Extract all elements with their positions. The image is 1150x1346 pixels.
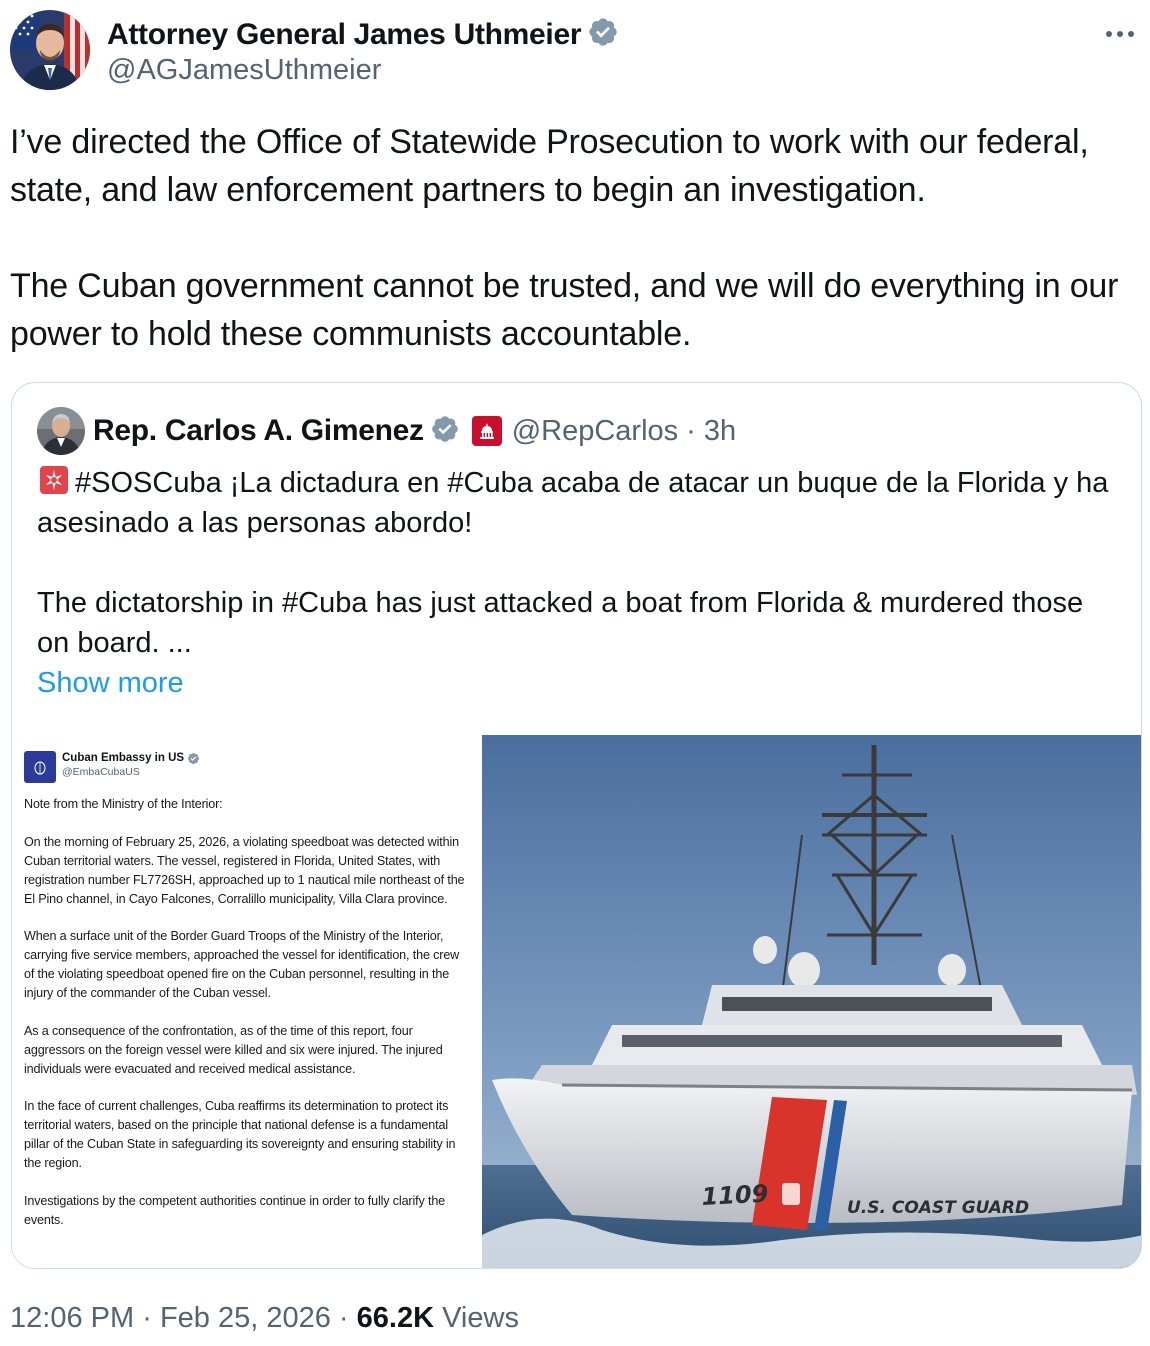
tweet-footer bbox=[10, 1302, 519, 1335]
quoted-tweet-text bbox=[37, 463, 1117, 703]
tweet-header bbox=[10, 10, 1140, 90]
tweet-time[interactable]: 12:06 PM bbox=[10, 1302, 135, 1334]
more-options-icon[interactable] bbox=[1100, 14, 1140, 54]
quoted-author-handle[interactable]: @RepCarlos bbox=[511, 414, 679, 447]
note-paragraph: As a consequence of the confrontation, as of the time of this report, four aggressors on the foreign vessel were killed and six were injured. The injured individuals were evacuated and received medical assistance. bbox=[24, 1023, 443, 1076]
note-paragraph: In the face of current challenges, Cuba reaffirms its determination to protect its territorial waters, based on the principle that national defense is a fundamental pillar of the Cuban State in safeguarding its sovereignty and ensuring stability in the region. bbox=[24, 1099, 456, 1171]
views-label: Views bbox=[442, 1302, 519, 1334]
author-name[interactable]: Attorney General James Uthmeier bbox=[107, 17, 582, 51]
tweet-paragraph: The Cuban government cannot be trusted, and we will do everything in our power to hold these communists accountable. bbox=[10, 267, 1119, 353]
quoted-tweet[interactable] bbox=[11, 382, 1142, 1269]
embassy-note-image[interactable] bbox=[12, 735, 480, 1268]
embassy-name: Cuban Embassy in US bbox=[62, 752, 185, 764]
footer-separator: · bbox=[338, 1302, 349, 1334]
hull-number: 1109 bbox=[700, 1179, 770, 1211]
tweet-paragraph: I’ve directed the Office of Statewide Prosecution to work with our federal, state, and law enforcement partners to begin an investigation. bbox=[10, 123, 1089, 209]
author-handle[interactable]: @AGJamesUthmeier bbox=[107, 54, 382, 86]
note-paragraph: Investigations by the competent authorities continue in order to fully clarify the events. bbox=[24, 1193, 446, 1227]
siren-icon bbox=[37, 463, 71, 497]
quoted-text-spanish bbox=[37, 463, 1117, 543]
quoted-text-es: #SOSCuba ¡La dictadura en #Cuba acaba de atacar un buque de la Florida y ha asesinado a las personas abordo! bbox=[37, 467, 1109, 539]
verified-badge-icon bbox=[187, 752, 200, 765]
show-more-link[interactable]: Show more bbox=[37, 667, 184, 699]
note-paragraph: On the morning of February 25, 2026, a violating speedboat was detected within Cuban territorial waters. The vessel, registered in Florida, United States, with registration number FL7726SH, approached up to 1 nautical mile northeast of the El Pino channel, in Cayo Falcones, Corralillo municipality, Villa Clara province. bbox=[24, 834, 465, 906]
quoted-tweet-header bbox=[37, 407, 736, 455]
embassy-handle: @EmbaCubaUS bbox=[62, 766, 140, 778]
congress-affiliation-icon bbox=[472, 416, 502, 446]
author-avatar[interactable] bbox=[10, 10, 90, 90]
embassy-logo-icon bbox=[24, 751, 56, 783]
views-count[interactable]: 66.2K bbox=[356, 1302, 435, 1334]
quoted-timestamp[interactable]: 3h bbox=[703, 414, 737, 447]
footer-separator: · bbox=[142, 1302, 152, 1334]
embassy-note-text bbox=[24, 795, 468, 1230]
tweet-text bbox=[10, 118, 1130, 358]
hull-text: U.S. COAST GUARD bbox=[847, 1198, 1030, 1218]
coast-guard-cutter-photo[interactable] bbox=[482, 735, 1142, 1268]
quoted-text-english: The dictatorship in #Cuba has just attacked a boat from Florida & murdered those on board. ... bbox=[37, 587, 1084, 659]
verified-badge-icon bbox=[587, 16, 619, 53]
verified-badge-icon bbox=[430, 414, 460, 449]
quoted-separator: · bbox=[686, 414, 696, 447]
note-paragraph: When a surface unit of the Border Guard Troops of the Ministry of the Interior, carrying five service members, approached the vessel for identification, the crew of the violating speedboat opened fire on the Cuban personnel, resulting in the injury of the commander of the Cuban vessel. bbox=[24, 929, 460, 1001]
note-paragraph: Note from the Ministry of the Interior: bbox=[24, 797, 223, 811]
quoted-author-avatar[interactable] bbox=[37, 407, 85, 455]
quoted-media[interactable] bbox=[12, 735, 1142, 1268]
quoted-author-name[interactable]: Rep. Carlos A. Gimenez bbox=[93, 414, 424, 447]
tweet-date[interactable]: Feb 25, 2026 bbox=[159, 1302, 331, 1334]
